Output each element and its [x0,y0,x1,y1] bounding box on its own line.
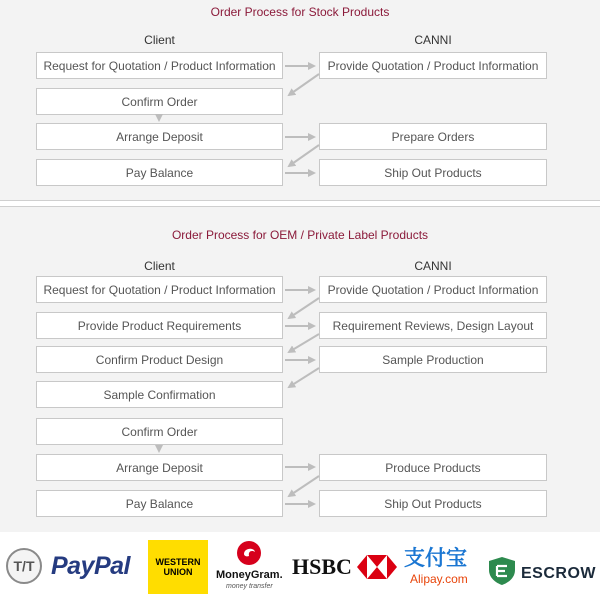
payment-methods-strip [0,534,600,600]
oem-canni-heading: CANNI [414,259,452,273]
tt-text: T/T [13,558,35,574]
oem-step-request-quotation: Request for Quotation / Product Information [36,276,283,303]
oem-step-ship-out: Ship Out Products [319,490,547,517]
oem-step-provide-requirements: Provide Product Requirements [36,312,283,339]
stock-step-pay-balance: Pay Balance [36,159,283,186]
oem-step-confirm-design: Confirm Product Design [36,346,283,373]
western-union-line1: WESTERN [155,557,201,567]
moneygram-globe-icon [236,540,262,566]
tt-logo [6,548,42,584]
oem-process-panel [0,207,600,532]
stock-step-ship-out: Ship Out Products [319,159,547,186]
moneygram-text: MoneyGram. [216,569,283,581]
paypal-logo: PayPal [51,552,131,580]
alipay-logo [404,542,480,596]
escrow-text: ESCROW [521,565,596,582]
oem-step-pay-balance: Pay Balance [36,490,283,517]
oem-process-title: Order Process for OEM / Private Label Products [171,228,429,242]
oem-client-heading: Client [144,259,175,273]
stock-step-arrange-deposit: Arrange Deposit [36,123,283,150]
alipay-cn-text: 支付宝 [404,546,467,570]
oem-step-provide-quotation: Provide Quotation / Product Information [319,276,547,303]
oem-step-arrange-deposit: Arrange Deposit [36,454,283,481]
stock-step-prepare-orders: Prepare Orders [319,123,547,150]
oem-step-confirm-order: Confirm Order [36,418,283,445]
oem-step-requirement-reviews: Requirement Reviews, Design Layout [319,312,547,339]
hsbc-hexagon-icon [357,555,397,579]
oem-step-produce-products: Produce Products [319,454,547,481]
stock-step-provide-quotation: Provide Quotation / Product Information [319,52,547,79]
section-divider [0,200,600,207]
escrow-shield-icon [488,556,516,586]
stock-process-title: Order Process for Stock Products [210,5,390,19]
moneygram-subtext: money transfer [226,583,273,590]
western-union-logo [148,540,208,594]
stock-canni-heading: CANNI [414,33,452,47]
stock-client-heading: Client [144,33,175,47]
oem-step-sample-production: Sample Production [319,346,547,373]
stock-step-confirm-order: Confirm Order [36,88,283,115]
oem-step-sample-confirmation: Sample Confirmation [36,381,283,408]
stock-step-request-quotation: Request for Quotation / Product Information [36,52,283,79]
moneygram-logo [214,540,284,596]
western-union-line2: UNION [163,567,193,577]
stock-process-panel [0,0,600,200]
alipay-text: Alipay.com [410,572,468,586]
hsbc-text: HSBC [292,554,352,579]
